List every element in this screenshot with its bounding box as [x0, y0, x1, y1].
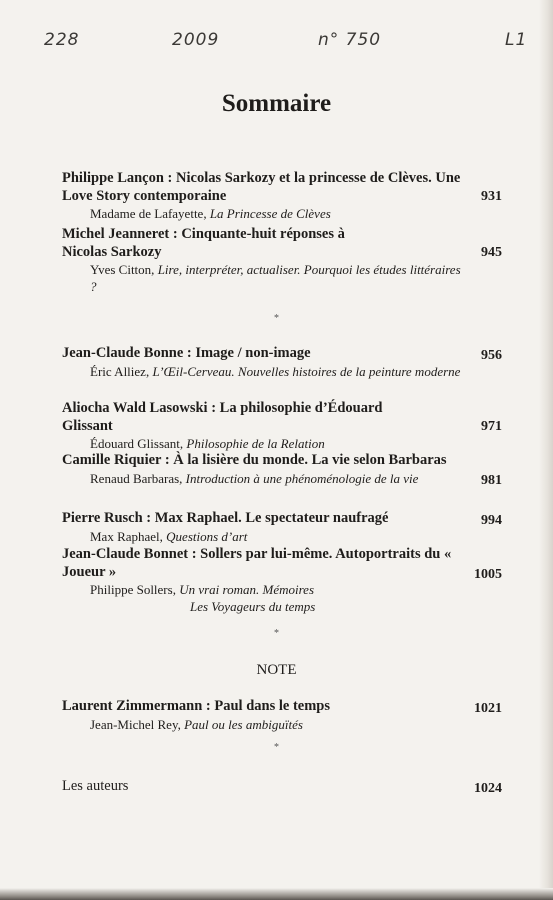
page-title: Sommaire: [221, 90, 332, 117]
toc-entry-title: Laurent Zimmermann : Paul dans le temps: [62, 698, 330, 714]
toc-reference: Max Raphael, Questions d’art: [90, 528, 248, 544]
toc-entry: [62, 226, 502, 295]
toc-entry: [62, 400, 502, 452]
section-heading-note: NOTE: [256, 662, 297, 678]
handwritten-note: 2009: [172, 30, 220, 50]
toc-reference: Renaud Barbaras, Introduction à une phénoménologie de la vie: [90, 470, 419, 486]
toc-entry: [62, 546, 502, 615]
toc-entry: [62, 778, 502, 796]
toc-entry: [62, 452, 502, 487]
toc-page-number: 931: [481, 189, 502, 204]
page-edge-shadow: [539, 0, 553, 900]
handwritten-note: L1: [505, 30, 528, 50]
toc-entry-title: Aliocha Wald Lasowski : La philosophie d’Édouard Glissant: [62, 400, 383, 434]
toc-entry: [62, 170, 502, 222]
toc-page-number: 1021: [474, 701, 502, 716]
separator-star: *: [274, 742, 279, 753]
page-bottom-shadow: [0, 888, 553, 900]
separator-star: *: [274, 628, 279, 639]
toc-reference: Jean-Michel Rey, Paul ou les ambiguïtés: [90, 716, 303, 732]
toc-page-number: 994: [481, 513, 502, 528]
toc-reference: Madame de Lafayette, La Princesse de Clèves: [90, 206, 331, 221]
toc-page-number: 971: [481, 419, 502, 434]
toc-entry-title: Michel Jeanneret : Cinquante-huit réponses à Nicolas Sarkozy: [62, 226, 345, 260]
toc-entry-title: Les auteurs: [62, 778, 129, 794]
toc-entry: [62, 345, 502, 380]
handwritten-note: 228: [44, 30, 80, 50]
handwritten-note: n° 750: [318, 30, 382, 50]
toc-entry: [62, 698, 502, 733]
toc-entry-title: Pierre Rusch : Max Raphael. Le spectateur naufragé: [62, 510, 389, 526]
toc-entry: [62, 510, 502, 545]
toc-page-number: 1005: [474, 567, 502, 582]
toc-reference: Édouard Glissant, Philosophie de la Relation: [90, 436, 325, 451]
toc-entry-title: Jean-Claude Bonne : Image / non-image: [62, 345, 311, 361]
toc-reference: Éric Alliez, L’Œil-Cerveau. Nouvelles histoires de la peinture moderne: [90, 363, 461, 379]
toc-entry-title: Philippe Lançon : Nicolas Sarkozy et la princesse de Clèves. Une Love Story contemporaine: [62, 170, 461, 204]
toc-page-number: 1024: [474, 781, 502, 796]
toc-page-number: 981: [481, 473, 502, 488]
toc-page-number: 945: [481, 245, 502, 260]
toc-entry-title: Camille Riquier : À la lisière du monde. La vie selon Barbaras: [62, 452, 447, 468]
toc-reference: Philippe Sollers, Un vrai roman. Mémoires: [90, 582, 315, 597]
toc-page-number: 956: [481, 348, 502, 363]
toc-reference: Yves Citton, Lire, interpréter, actualiser. Pourquoi les études littéraires ?: [90, 262, 461, 294]
separator-star: *: [274, 313, 279, 324]
toc-reference-continued: Les Voyageurs du temps: [190, 599, 316, 614]
toc-entry-title: Jean-Claude Bonnet : Sollers par lui-même. Autoportraits du « Joueur »: [62, 546, 452, 580]
